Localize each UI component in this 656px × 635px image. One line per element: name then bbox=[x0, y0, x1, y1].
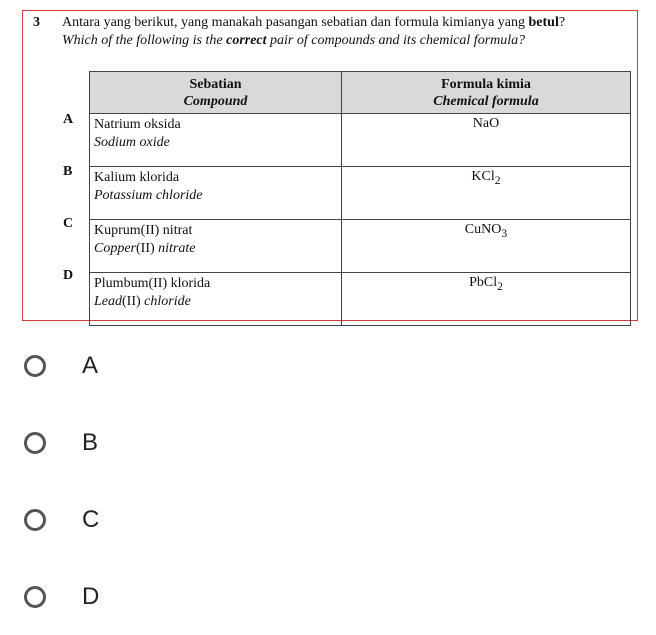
compound-cell: Natrium oksida Sodium oxide bbox=[90, 114, 342, 167]
table-row bbox=[90, 220, 631, 273]
choice-label: C bbox=[82, 506, 100, 533]
header-compound: Sebatian Compound bbox=[90, 72, 342, 114]
table-row bbox=[90, 114, 631, 167]
choice-d[interactable] bbox=[24, 577, 324, 617]
table-header-row bbox=[90, 72, 631, 114]
choice-label: D bbox=[82, 583, 100, 610]
compound-cell: Kuprum(II) nitrat Copper(II) nitrate bbox=[90, 220, 342, 273]
radio-button[interactable] bbox=[24, 355, 46, 377]
radio-button[interactable] bbox=[24, 586, 46, 608]
radio-button[interactable] bbox=[24, 432, 46, 454]
table-row bbox=[90, 273, 631, 326]
question-text-malay: Antara yang berikut, yang manakah pasangan sebatian dan formula kimianya yang betul? bbox=[62, 15, 566, 30]
formula-cell: PbCl$_2$ bbox=[342, 273, 631, 326]
choice-a[interactable] bbox=[24, 346, 324, 386]
compound-cell: Plumbum(II) klorida Lead(II) chloride bbox=[90, 273, 342, 326]
row-label-d: D bbox=[63, 268, 74, 283]
question-text-english: Which of the following is the correct pair of compounds and its chemical formula? bbox=[62, 33, 526, 48]
choice-b[interactable] bbox=[24, 423, 324, 463]
question-box bbox=[22, 10, 638, 321]
choice-c[interactable] bbox=[24, 500, 324, 540]
table-row bbox=[90, 167, 631, 220]
formula-cell: CuNO$_3$ bbox=[342, 220, 631, 273]
formula-cell: KCl$_2$ bbox=[342, 167, 631, 220]
choice-label: A bbox=[82, 352, 99, 379]
row-label-c: C bbox=[63, 216, 74, 231]
radio-button[interactable] bbox=[24, 509, 46, 531]
formula-cell: NaO bbox=[342, 114, 631, 167]
question-number: 3 bbox=[33, 15, 40, 30]
options-table bbox=[89, 71, 631, 326]
compound-cell: Kalium klorida Potassium chloride bbox=[90, 167, 342, 220]
row-label-a: A bbox=[63, 112, 74, 127]
header-formula: Formula kimia Chemical formula bbox=[342, 72, 631, 114]
choice-label: B bbox=[82, 429, 99, 456]
row-label-b: B bbox=[63, 164, 73, 179]
